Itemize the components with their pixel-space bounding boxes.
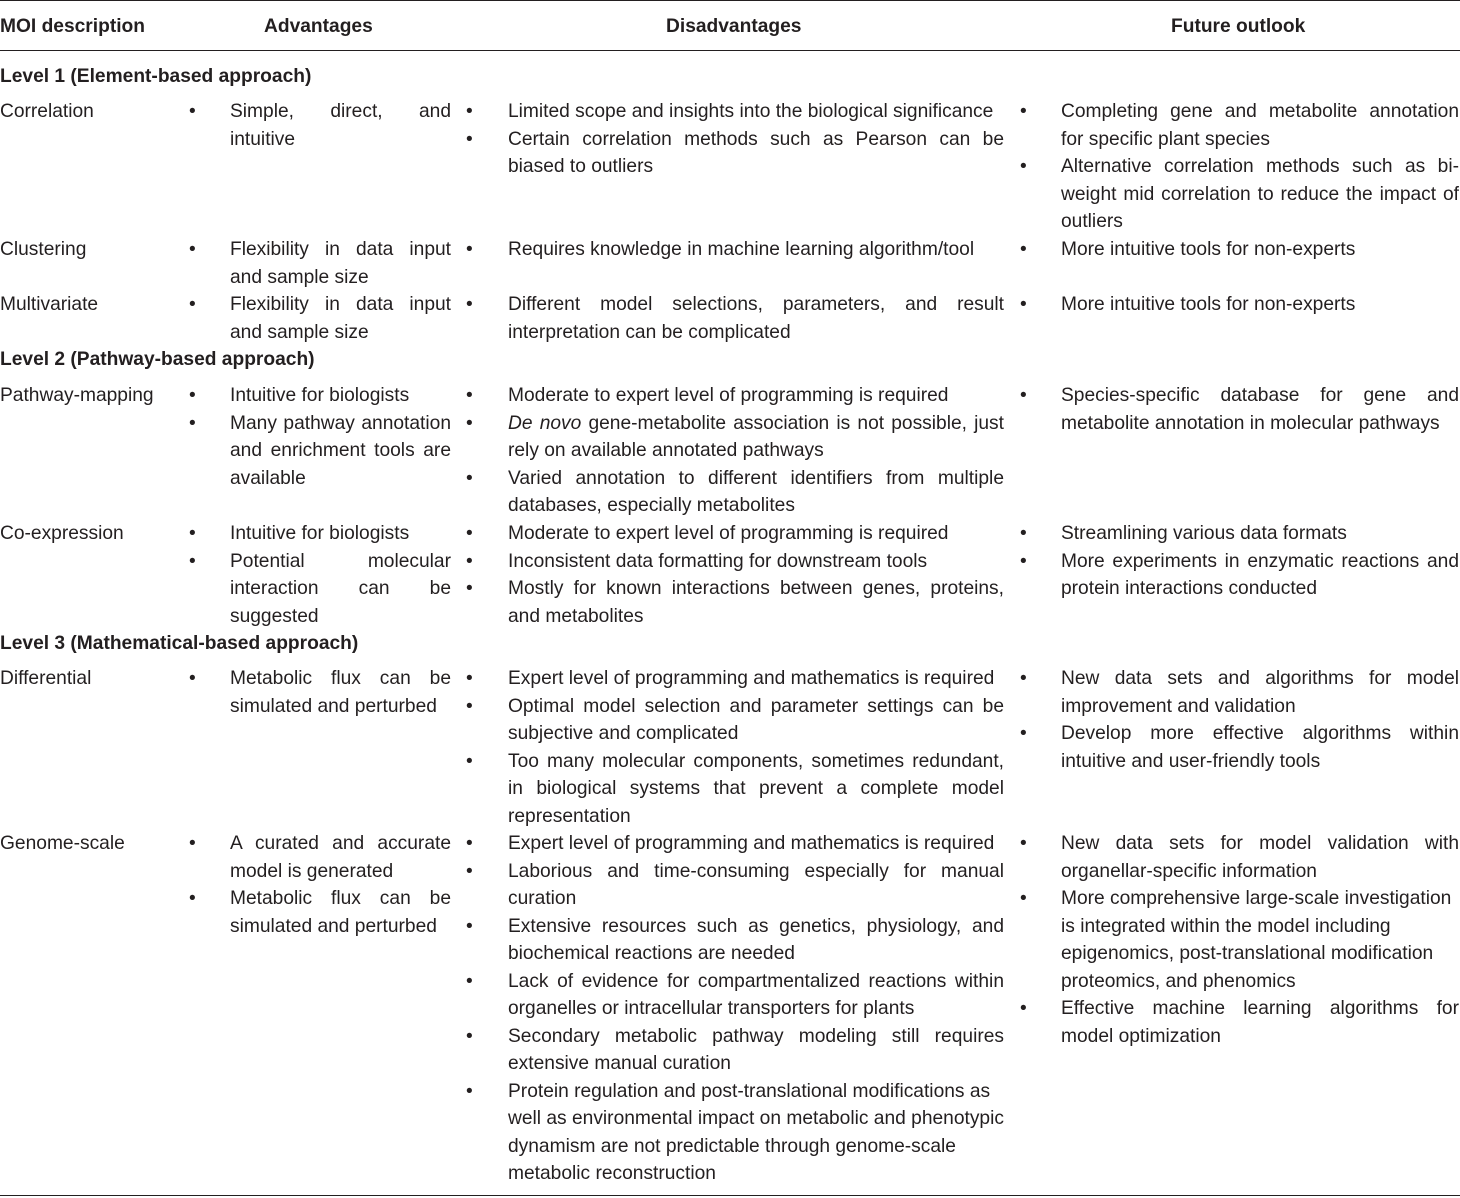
bullet-text: Species-specific database for gene and metabolite annotation in molecular pathways — [1061, 385, 1459, 434]
bullet-text: New data sets for model validation with organellar-specific information — [1061, 833, 1459, 882]
bullet: • — [466, 578, 473, 599]
bullet: • — [1020, 239, 1027, 260]
bullet: • — [466, 1025, 473, 1047]
row-label-co-expression: Co-expression — [0, 523, 124, 544]
bullet: • — [466, 467, 473, 489]
bullet-text: More intuitive tools for non-experts — [1061, 294, 1356, 315]
list-item — [0, 98, 1460, 153]
row-label-genome-scale: Genome-scale — [0, 833, 125, 854]
bullet: • — [1020, 668, 1027, 689]
bullet-text: Intuitive for biologists — [230, 523, 410, 544]
bullet: • — [189, 668, 196, 689]
bullet: • — [466, 860, 473, 882]
future-cell — [0, 665, 1460, 775]
header-disadvantages: Disadvantages — [666, 16, 802, 37]
bullet-text: Secondary metabolic pathway modeling still requires extensive manual curation — [508, 1025, 1004, 1074]
italic-term: De novo — [508, 412, 582, 434]
bullet: • — [1020, 888, 1027, 909]
bullet-text: Completing gene and metabolite annotation for specific plant species — [1061, 101, 1459, 150]
bullet: • — [189, 294, 196, 315]
bullet: • — [466, 695, 473, 717]
bullet-text: Moderate to expert level of programming is required — [508, 523, 949, 544]
bullet: • — [1020, 385, 1027, 406]
bullet-text: Laborious and time-consuming especially for manual curation — [508, 860, 1004, 909]
bullet: • — [189, 550, 196, 572]
bullet: • — [466, 750, 473, 772]
bullet: • — [1020, 550, 1027, 572]
bullet: • — [189, 385, 196, 406]
future-cell — [0, 382, 1460, 437]
bullet-text: Potential molecular interaction can be suggested — [230, 550, 451, 627]
bullet-text: Streamlining various data formats — [1061, 523, 1347, 544]
bullet-text: Protein regulation and post-translational modifications as well as environmental impact on metabolic and phenotypic dynamism are not predictable through genome-scale metabolic reconstruction — [508, 1080, 1004, 1184]
future-cell — [0, 830, 1460, 1050]
list-item — [0, 382, 1460, 437]
list-item — [0, 153, 1460, 236]
row-label-pathway-mapping: Pathway-mapping — [0, 385, 154, 406]
section-title-level-3: Level 3 (Mathematical-based approach) — [0, 633, 359, 654]
bullet-text: Moderate to expert level of programming is required — [508, 385, 949, 406]
list-item — [0, 995, 1460, 1050]
bullet-text-rest: gene-metabolite association is not possible, just rely on available annotated pathways — [508, 412, 1004, 461]
bottom-rule — [0, 1195, 1460, 1196]
bullet-text: Expert level of programming and mathematics is required — [508, 833, 995, 854]
list-item — [0, 1078, 1005, 1188]
bullet: • — [466, 668, 473, 689]
bullet-text: Lack of evidence for compartmentalized reactions within organelles or intracellular transporters for plants — [508, 970, 1004, 1019]
list-item — [0, 885, 1460, 995]
bullet-text: Alternative correlation methods such as bi-weight mid correlation to reduce the impact of outliers — [1061, 156, 1459, 232]
list-item — [0, 520, 1460, 548]
bullet-text: More comprehensive large-scale investigation is integrated within the model including epigenomics, post-translational modification proteomics, and phenomics — [1061, 888, 1452, 992]
row-label-multivariate: Multivariate — [0, 294, 99, 315]
list-item — [0, 465, 1005, 520]
bullet-text: More experiments in enzymatic reactions and protein interactions conducted — [1061, 550, 1459, 599]
bullet-text: Too many molecular components, sometimes redundant, in biological systems that prevent a complete model representation — [508, 750, 1004, 827]
bullet-text: New data sets and algorithms for model improvement and validation — [1061, 668, 1459, 717]
row-label-clustering: Clustering — [0, 239, 87, 260]
bullet: • — [466, 523, 473, 544]
bullet: • — [1020, 833, 1027, 854]
bullet: • — [1020, 523, 1027, 544]
bullet-text: Inconsistent data formatting for downstream tools — [508, 550, 928, 572]
row-label-differential: Differential — [0, 668, 92, 689]
bullet-text: Intuitive for biologists — [230, 385, 410, 406]
bullet: • — [466, 550, 473, 572]
bullet: • — [466, 412, 473, 434]
bullet-text: Extensive resources such as genetics, physiology, and biochemical reactions are needed — [508, 915, 1004, 964]
bullet: • — [189, 412, 196, 434]
future-cell — [0, 236, 1460, 264]
bullet-text: Effective machine learning algorithms for model optimization — [1061, 998, 1459, 1047]
bullet-text: Optimal model selection and parameter settings can be subjective and complicated — [508, 695, 1004, 744]
bullet-text: Metabolic flux can be simulated and perturbed — [230, 888, 451, 937]
bullet-text: Metabolic flux can be simulated and perturbed — [230, 668, 451, 717]
bullet: • — [1020, 998, 1027, 1019]
bullet: • — [189, 239, 196, 260]
future-cell — [0, 98, 1460, 236]
bullet: • — [189, 523, 196, 544]
header-advantages: Advantages — [264, 16, 373, 37]
bullet-text: Different model selections, parameters, and result interpretation can be complicated — [508, 294, 1004, 343]
header-rule — [0, 50, 1460, 51]
bullet: • — [466, 970, 473, 992]
bullet: • — [466, 385, 473, 406]
future-cell — [0, 520, 1460, 603]
bullet-text: Limited scope and insights into the biological significance — [508, 101, 994, 122]
bullet: • — [189, 888, 196, 909]
bullet: • — [1020, 101, 1027, 122]
bullet: • — [466, 294, 473, 315]
bullet: • — [1020, 723, 1027, 744]
bullet: • — [466, 1080, 473, 1102]
top-rule — [0, 0, 1460, 1]
bullet-text: Expert level of programming and mathematics is required — [508, 668, 995, 689]
bullet-text: Flexibility in data input and sample size — [230, 239, 451, 288]
list-item — [0, 236, 1460, 264]
bullet-text: A curated and accurate model is generated — [230, 833, 451, 882]
list-item — [0, 548, 1460, 603]
future-cell — [0, 291, 1460, 319]
bullet-text: More intuitive tools for non-experts — [1061, 239, 1356, 260]
bullet-text: Requires knowledge in machine learning algorithm/tool — [508, 239, 975, 260]
bullet: • — [189, 101, 196, 122]
bullet: • — [189, 833, 196, 854]
bullet-text: Many pathway annotation and enrichment tools are available — [230, 412, 451, 489]
row-label-correlation: Correlation — [0, 101, 94, 122]
bullet: • — [1020, 156, 1027, 177]
bullet-text: Certain correlation methods such as Pearson can be biased to outliers — [508, 128, 1004, 177]
bullet-text: Flexibility in data input and sample size — [230, 294, 451, 343]
section-title-level-2: Level 2 (Pathway-based approach) — [0, 349, 315, 370]
bullet-text: Simple, direct, and intuitive — [230, 101, 451, 150]
list-item — [0, 291, 1460, 319]
section-title-level-1: Level 1 (Element-based approach) — [0, 66, 312, 87]
bullet: • — [1020, 294, 1027, 315]
list-item — [0, 665, 1460, 720]
bullet: • — [466, 915, 473, 937]
header-moi: MOI description — [0, 16, 145, 37]
bullet: • — [466, 128, 473, 150]
bullet: • — [466, 833, 473, 854]
list-item — [0, 830, 1460, 885]
bullet: • — [466, 239, 473, 260]
bullet-text: Varied annotation to different identifiers from multiple databases, especially metabolites — [508, 467, 1004, 516]
bullet-text: Mostly for known interactions between genes, proteins, and metabolites — [508, 578, 1004, 627]
header-future-outlook: Future outlook — [1171, 16, 1306, 37]
bullet: • — [466, 101, 473, 122]
bullet-text: Develop more effective algorithms within intuitive and user-friendly tools — [1061, 723, 1459, 772]
list-item — [0, 720, 1460, 775]
